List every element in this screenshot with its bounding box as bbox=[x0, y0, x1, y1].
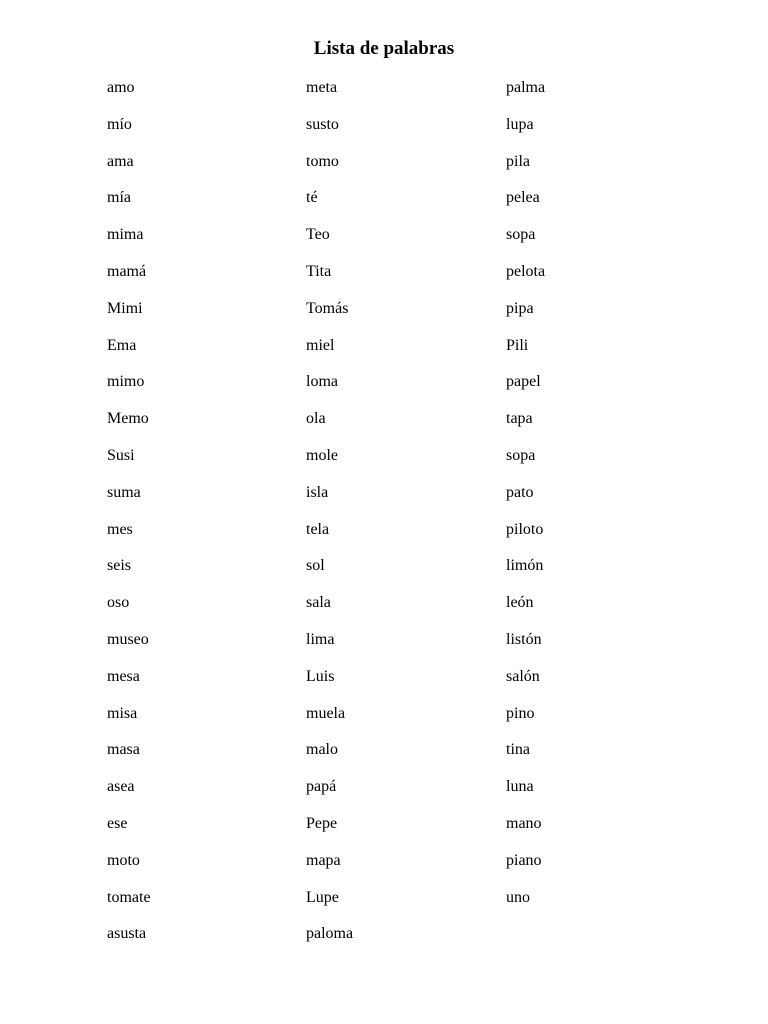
word-item: Tomás bbox=[306, 299, 349, 317]
word-item: ese bbox=[107, 814, 128, 832]
word-item: moto bbox=[107, 851, 140, 869]
word-item: meta bbox=[306, 79, 338, 96]
word-item: listón bbox=[506, 630, 542, 648]
word-item: Luis bbox=[306, 667, 335, 685]
word-item: muela bbox=[306, 704, 346, 722]
word-item: tela bbox=[306, 520, 330, 538]
word-item: misa bbox=[107, 704, 138, 722]
word-item: seis bbox=[107, 557, 131, 575]
word-item: Pili bbox=[506, 336, 529, 354]
word-item: salón bbox=[506, 667, 540, 685]
word-item: ola bbox=[306, 410, 326, 428]
word-item: amo bbox=[107, 79, 135, 96]
page-title: Lista de palabras bbox=[313, 38, 455, 59]
word-item: mes bbox=[107, 520, 133, 538]
word-item: oso bbox=[107, 594, 130, 612]
word-item: piloto bbox=[506, 520, 544, 538]
word-item: Mimi bbox=[107, 299, 143, 317]
word-item: piano bbox=[506, 851, 542, 869]
word-column-2 bbox=[306, 76, 496, 959]
word-item: papá bbox=[306, 778, 337, 796]
word-item: asea bbox=[107, 778, 135, 796]
word-item: mimo bbox=[107, 373, 145, 391]
word-columns bbox=[107, 76, 707, 976]
word-item: suma bbox=[107, 483, 141, 501]
word-column-3 bbox=[506, 76, 696, 922]
word-item: masa bbox=[107, 741, 140, 759]
word-item: mapa bbox=[306, 851, 341, 869]
word-item: pelota bbox=[506, 262, 546, 280]
word-item: mesa bbox=[107, 667, 140, 685]
word-item: mío bbox=[107, 115, 132, 133]
word-item: pato bbox=[506, 483, 534, 501]
word-item: Pepe bbox=[306, 814, 338, 832]
word-item: loma bbox=[306, 373, 338, 391]
word-item: isla bbox=[306, 483, 329, 501]
word-item: tomo bbox=[306, 152, 339, 170]
word-item: mano bbox=[506, 814, 542, 832]
word-item: té bbox=[306, 189, 318, 207]
word-item: palma bbox=[506, 79, 546, 96]
word-item: lupa bbox=[506, 115, 534, 133]
word-item: miel bbox=[306, 336, 335, 354]
word-item: león bbox=[506, 594, 534, 612]
word-item: lima bbox=[306, 630, 335, 648]
word-item: asusta bbox=[107, 925, 147, 943]
word-column-1 bbox=[107, 76, 297, 959]
word-item: sopa bbox=[506, 226, 536, 244]
word-item: uno bbox=[506, 888, 530, 906]
word-item: Tita bbox=[306, 262, 332, 280]
word-item: paloma bbox=[306, 925, 354, 943]
word-item: mima bbox=[107, 226, 144, 244]
word-item: sala bbox=[306, 594, 331, 612]
word-item: pila bbox=[506, 152, 530, 170]
word-item: Ema bbox=[107, 336, 137, 354]
word-item: pino bbox=[506, 704, 535, 722]
word-item: museo bbox=[107, 630, 149, 648]
word-item: tina bbox=[506, 741, 530, 759]
word-item: pipa bbox=[506, 299, 534, 317]
word-item: sol bbox=[306, 557, 325, 575]
word-item: mía bbox=[107, 189, 131, 207]
word-item: papel bbox=[506, 373, 541, 391]
word-item: mamá bbox=[107, 262, 147, 280]
word-item: Teo bbox=[306, 226, 330, 244]
word-item: malo bbox=[306, 741, 338, 759]
word-item: tapa bbox=[506, 410, 533, 428]
word-item: susto bbox=[306, 115, 339, 133]
word-item: ama bbox=[107, 152, 134, 170]
word-item: mole bbox=[306, 446, 338, 464]
word-item: Memo bbox=[107, 410, 149, 428]
word-item: limón bbox=[506, 557, 544, 575]
word-item: luna bbox=[506, 778, 534, 796]
word-item: sopa bbox=[506, 446, 536, 464]
word-item: tomate bbox=[107, 888, 151, 906]
word-item: Susi bbox=[107, 446, 135, 464]
word-item: Lupe bbox=[306, 888, 339, 906]
word-item: pelea bbox=[506, 189, 540, 207]
